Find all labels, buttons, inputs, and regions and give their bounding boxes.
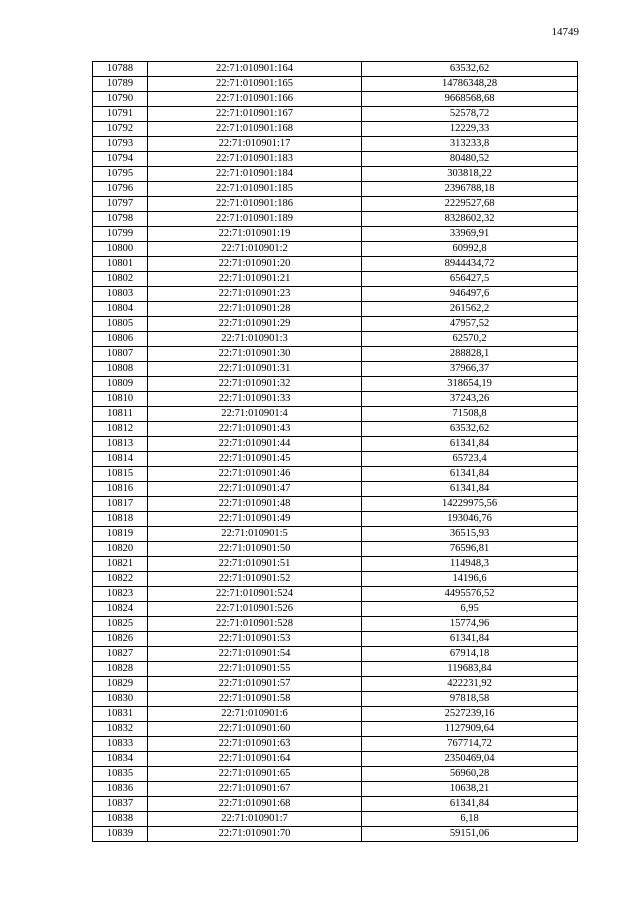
row-number-cell: 10826 <box>93 632 148 647</box>
cadastral-value-cell: 37966,37 <box>362 362 578 377</box>
row-number-cell: 10819 <box>93 527 148 542</box>
cadastral-number-cell: 22:71:010901:47 <box>148 482 362 497</box>
cadastral-number-cell: 22:71:010901:67 <box>148 782 362 797</box>
cadastral-value-cell: 6,18 <box>362 812 578 827</box>
cadastral-value-cell: 9668568,68 <box>362 92 578 107</box>
cadastral-value-cell: 14229975,56 <box>362 497 578 512</box>
cadastral-value-cell: 8944434,72 <box>362 257 578 272</box>
cadastral-value-cell: 47957,52 <box>362 317 578 332</box>
row-number-cell: 10816 <box>93 482 148 497</box>
row-number-cell: 10818 <box>93 512 148 527</box>
row-number-cell: 10791 <box>93 107 148 122</box>
cadastral-value-cell: 61341,84 <box>362 797 578 812</box>
table-row <box>93 497 578 512</box>
row-number-cell: 10832 <box>93 722 148 737</box>
table-row <box>93 392 578 407</box>
cadastral-value-cell: 2229527,68 <box>362 197 578 212</box>
row-number-cell: 10812 <box>93 422 148 437</box>
table-row <box>93 212 578 227</box>
cadastral-number-cell: 22:71:010901:31 <box>148 362 362 377</box>
cadastral-number-cell: 22:71:010901:21 <box>148 272 362 287</box>
cadastral-number-cell: 22:71:010901:28 <box>148 302 362 317</box>
cadastral-number-cell: 22:71:010901:32 <box>148 377 362 392</box>
table-row <box>93 77 578 92</box>
table-row <box>93 737 578 752</box>
cadastral-value-cell: 119683,84 <box>362 662 578 677</box>
table-row <box>93 632 578 647</box>
cadastral-number-cell: 22:71:010901:166 <box>148 92 362 107</box>
cadastral-number-cell: 22:71:010901:33 <box>148 392 362 407</box>
table-row <box>93 242 578 257</box>
row-number-cell: 10824 <box>93 602 148 617</box>
cadastral-value-cell: 36515,93 <box>362 527 578 542</box>
table-row <box>93 767 578 782</box>
cadastral-value-cell: 14196,6 <box>362 572 578 587</box>
row-number-cell: 10837 <box>93 797 148 812</box>
cadastral-value-cell: 33969,91 <box>362 227 578 242</box>
row-number-cell: 10797 <box>93 197 148 212</box>
table-row <box>93 107 578 122</box>
cadastral-value-cell: 14786348,28 <box>362 77 578 92</box>
table-row <box>93 542 578 557</box>
row-number-cell: 10827 <box>93 647 148 662</box>
table-row <box>93 302 578 317</box>
table-row <box>93 707 578 722</box>
cadastral-number-cell: 22:71:010901:43 <box>148 422 362 437</box>
table-row <box>93 347 578 362</box>
row-number-cell: 10828 <box>93 662 148 677</box>
cadastral-value-cell: 12229,33 <box>362 122 578 137</box>
table-row <box>93 782 578 797</box>
row-number-cell: 10830 <box>93 692 148 707</box>
cadastral-value-cell: 59151,06 <box>362 827 578 842</box>
row-number-cell: 10817 <box>93 497 148 512</box>
row-number-cell: 10833 <box>93 737 148 752</box>
row-number-cell: 10800 <box>93 242 148 257</box>
row-number-cell: 10806 <box>93 332 148 347</box>
cadastral-value-cell: 62570,2 <box>362 332 578 347</box>
cadastral-number-cell: 22:71:010901:46 <box>148 467 362 482</box>
table-row <box>93 482 578 497</box>
row-number-cell: 10802 <box>93 272 148 287</box>
table-row <box>93 122 578 137</box>
table-row <box>93 92 578 107</box>
cadastral-value-cell: 2527239,16 <box>362 707 578 722</box>
cadastral-value-cell: 261562,2 <box>362 302 578 317</box>
page-number: 14749 <box>551 26 579 38</box>
row-number-cell: 10838 <box>93 812 148 827</box>
cadastral-number-cell: 22:71:010901:6 <box>148 707 362 722</box>
row-number-cell: 10822 <box>93 572 148 587</box>
row-number-cell: 10793 <box>93 137 148 152</box>
table-row <box>93 182 578 197</box>
cadastral-value-cell: 4495576,52 <box>362 587 578 602</box>
cadastral-value-cell: 313233,8 <box>362 137 578 152</box>
cadastral-value-cell: 61341,84 <box>362 632 578 647</box>
cadastral-number-cell: 22:71:010901:65 <box>148 767 362 782</box>
table-row <box>93 257 578 272</box>
row-number-cell: 10804 <box>93 302 148 317</box>
table-row <box>93 407 578 422</box>
cadastral-value-cell: 65723,4 <box>362 452 578 467</box>
cadastral-number-cell: 22:71:010901:48 <box>148 497 362 512</box>
row-number-cell: 10834 <box>93 752 148 767</box>
cadastral-number-cell: 22:71:010901:30 <box>148 347 362 362</box>
cadastral-number-cell: 22:71:010901:524 <box>148 587 362 602</box>
table-row <box>93 227 578 242</box>
table-row <box>93 722 578 737</box>
cadastral-value-cell: 1127909,64 <box>362 722 578 737</box>
table-row <box>93 827 578 842</box>
cadastral-value-cell: 61341,84 <box>362 482 578 497</box>
cadastral-value-cell: 193046,76 <box>362 512 578 527</box>
row-number-cell: 10814 <box>93 452 148 467</box>
row-number-cell: 10829 <box>93 677 148 692</box>
row-number-cell: 10811 <box>93 407 148 422</box>
table-row <box>93 332 578 347</box>
row-number-cell: 10807 <box>93 347 148 362</box>
cadastral-value-cell: 63532,62 <box>362 422 578 437</box>
table-row <box>93 587 578 602</box>
cadastral-number-cell: 22:71:010901:186 <box>148 197 362 212</box>
cadastral-number-cell: 22:71:010901:29 <box>148 317 362 332</box>
cadastral-value-cell: 114948,3 <box>362 557 578 572</box>
table-row <box>93 512 578 527</box>
table-row <box>93 812 578 827</box>
cadastral-number-cell: 22:71:010901:167 <box>148 107 362 122</box>
row-number-cell: 10810 <box>93 392 148 407</box>
table-row <box>93 692 578 707</box>
cadastral-number-cell: 22:71:010901:168 <box>148 122 362 137</box>
table-row <box>93 557 578 572</box>
cadastral-number-cell: 22:71:010901:183 <box>148 152 362 167</box>
cadastral-number-cell: 22:71:010901:50 <box>148 542 362 557</box>
row-number-cell: 10788 <box>93 62 148 77</box>
cadastral-number-cell: 22:71:010901:20 <box>148 257 362 272</box>
row-number-cell: 10789 <box>93 77 148 92</box>
row-number-cell: 10790 <box>93 92 148 107</box>
row-number-cell: 10796 <box>93 182 148 197</box>
table-row <box>93 197 578 212</box>
cadastral-number-cell: 22:71:010901:5 <box>148 527 362 542</box>
cadastral-number-cell: 22:71:010901:2 <box>148 242 362 257</box>
cadastral-number-cell: 22:71:010901:49 <box>148 512 362 527</box>
cadastral-number-cell: 22:71:010901:55 <box>148 662 362 677</box>
cadastral-number-cell: 22:71:010901:70 <box>148 827 362 842</box>
table-row <box>93 377 578 392</box>
row-number-cell: 10799 <box>93 227 148 242</box>
row-number-cell: 10839 <box>93 827 148 842</box>
cadastral-number-cell: 22:71:010901:51 <box>148 557 362 572</box>
cadastral-number-cell: 22:71:010901:165 <box>148 77 362 92</box>
cadastral-number-cell: 22:71:010901:58 <box>148 692 362 707</box>
row-number-cell: 10795 <box>93 167 148 182</box>
cadastral-value-cell: 422231,92 <box>362 677 578 692</box>
cadastral-value-cell: 946497,6 <box>362 287 578 302</box>
cadastral-value-cell: 63532,62 <box>362 62 578 77</box>
table-row <box>93 362 578 377</box>
cadastral-value-cell: 97818,58 <box>362 692 578 707</box>
cadastral-value-cell: 767714,72 <box>362 737 578 752</box>
cadastral-value-cell: 37243,26 <box>362 392 578 407</box>
row-number-cell: 10823 <box>93 587 148 602</box>
table-row <box>93 662 578 677</box>
row-number-cell: 10803 <box>93 287 148 302</box>
row-number-cell: 10794 <box>93 152 148 167</box>
table-row <box>93 617 578 632</box>
row-number-cell: 10813 <box>93 437 148 452</box>
table-row <box>93 572 578 587</box>
cadastral-number-cell: 22:71:010901:4 <box>148 407 362 422</box>
cadastral-number-cell: 22:71:010901:54 <box>148 647 362 662</box>
cadastral-value-cell: 71508,8 <box>362 407 578 422</box>
row-number-cell: 10815 <box>93 467 148 482</box>
table-row <box>93 422 578 437</box>
cadastral-value-cell: 15774,96 <box>362 617 578 632</box>
cadastral-value-cell: 303818,22 <box>362 167 578 182</box>
cadastral-number-cell: 22:71:010901:184 <box>148 167 362 182</box>
row-number-cell: 10831 <box>93 707 148 722</box>
row-number-cell: 10821 <box>93 557 148 572</box>
cadastral-value-cell: 76596,81 <box>362 542 578 557</box>
row-number-cell: 10820 <box>93 542 148 557</box>
table-row <box>93 797 578 812</box>
cadastral-number-cell: 22:71:010901:64 <box>148 752 362 767</box>
table-row <box>93 317 578 332</box>
cadastral-number-cell: 22:71:010901:44 <box>148 437 362 452</box>
cadastral-number-cell: 22:71:010901:63 <box>148 737 362 752</box>
cadastral-number-cell: 22:71:010901:68 <box>148 797 362 812</box>
cadastral-value-cell: 67914,18 <box>362 647 578 662</box>
cadastral-value-cell: 656427,5 <box>362 272 578 287</box>
table-body <box>93 62 578 842</box>
cadastral-number-cell: 22:71:010901:60 <box>148 722 362 737</box>
cadastral-number-cell: 22:71:010901:7 <box>148 812 362 827</box>
row-number-cell: 10801 <box>93 257 148 272</box>
table-row <box>93 752 578 767</box>
cadastral-value-cell: 6,95 <box>362 602 578 617</box>
row-number-cell: 10825 <box>93 617 148 632</box>
table-row <box>93 152 578 167</box>
cadastral-value-cell: 288828,1 <box>362 347 578 362</box>
row-number-cell: 10808 <box>93 362 148 377</box>
row-number-cell: 10792 <box>93 122 148 137</box>
cadastral-value-cell: 60992,8 <box>362 242 578 257</box>
cadastral-number-cell: 22:71:010901:45 <box>148 452 362 467</box>
table-row <box>93 437 578 452</box>
cadastral-value-cell: 318654,19 <box>362 377 578 392</box>
cadastral-value-cell: 2350469,04 <box>362 752 578 767</box>
cadastral-number-cell: 22:71:010901:52 <box>148 572 362 587</box>
cadastral-number-cell: 22:71:010901:189 <box>148 212 362 227</box>
cadastral-number-cell: 22:71:010901:23 <box>148 287 362 302</box>
table-row <box>93 602 578 617</box>
table-row <box>93 62 578 77</box>
row-number-cell: 10798 <box>93 212 148 227</box>
cadastral-value-cell: 61341,84 <box>362 437 578 452</box>
cadastral-number-cell: 22:71:010901:19 <box>148 227 362 242</box>
cadastral-value-cell: 80480,52 <box>362 152 578 167</box>
cadastral-number-cell: 22:71:010901:185 <box>148 182 362 197</box>
cadastral-value-cell: 56960,28 <box>362 767 578 782</box>
cadastral-number-cell: 22:71:010901:526 <box>148 602 362 617</box>
table-row <box>93 287 578 302</box>
cadastral-value-cell: 8328602,32 <box>362 212 578 227</box>
table-row <box>93 452 578 467</box>
cadastral-value-cell: 10638,21 <box>362 782 578 797</box>
row-number-cell: 10805 <box>93 317 148 332</box>
cadastral-number-cell: 22:71:010901:528 <box>148 617 362 632</box>
cadastral-value-cell: 2396788,18 <box>362 182 578 197</box>
cadastral-number-cell: 22:71:010901:53 <box>148 632 362 647</box>
cadastral-value-cell: 52578,72 <box>362 107 578 122</box>
table-row <box>93 272 578 287</box>
table-row <box>93 167 578 182</box>
row-number-cell: 10835 <box>93 767 148 782</box>
table-row <box>93 137 578 152</box>
cadastral-number-cell: 22:71:010901:57 <box>148 677 362 692</box>
table-row <box>93 647 578 662</box>
table-row <box>93 527 578 542</box>
row-number-cell: 10809 <box>93 377 148 392</box>
cadastral-number-cell: 22:71:010901:3 <box>148 332 362 347</box>
cadastral-value-table <box>92 61 578 842</box>
cadastral-value-cell: 61341,84 <box>362 467 578 482</box>
cadastral-number-cell: 22:71:010901:17 <box>148 137 362 152</box>
table-row <box>93 677 578 692</box>
row-number-cell: 10836 <box>93 782 148 797</box>
table-row <box>93 467 578 482</box>
cadastral-number-cell: 22:71:010901:164 <box>148 62 362 77</box>
